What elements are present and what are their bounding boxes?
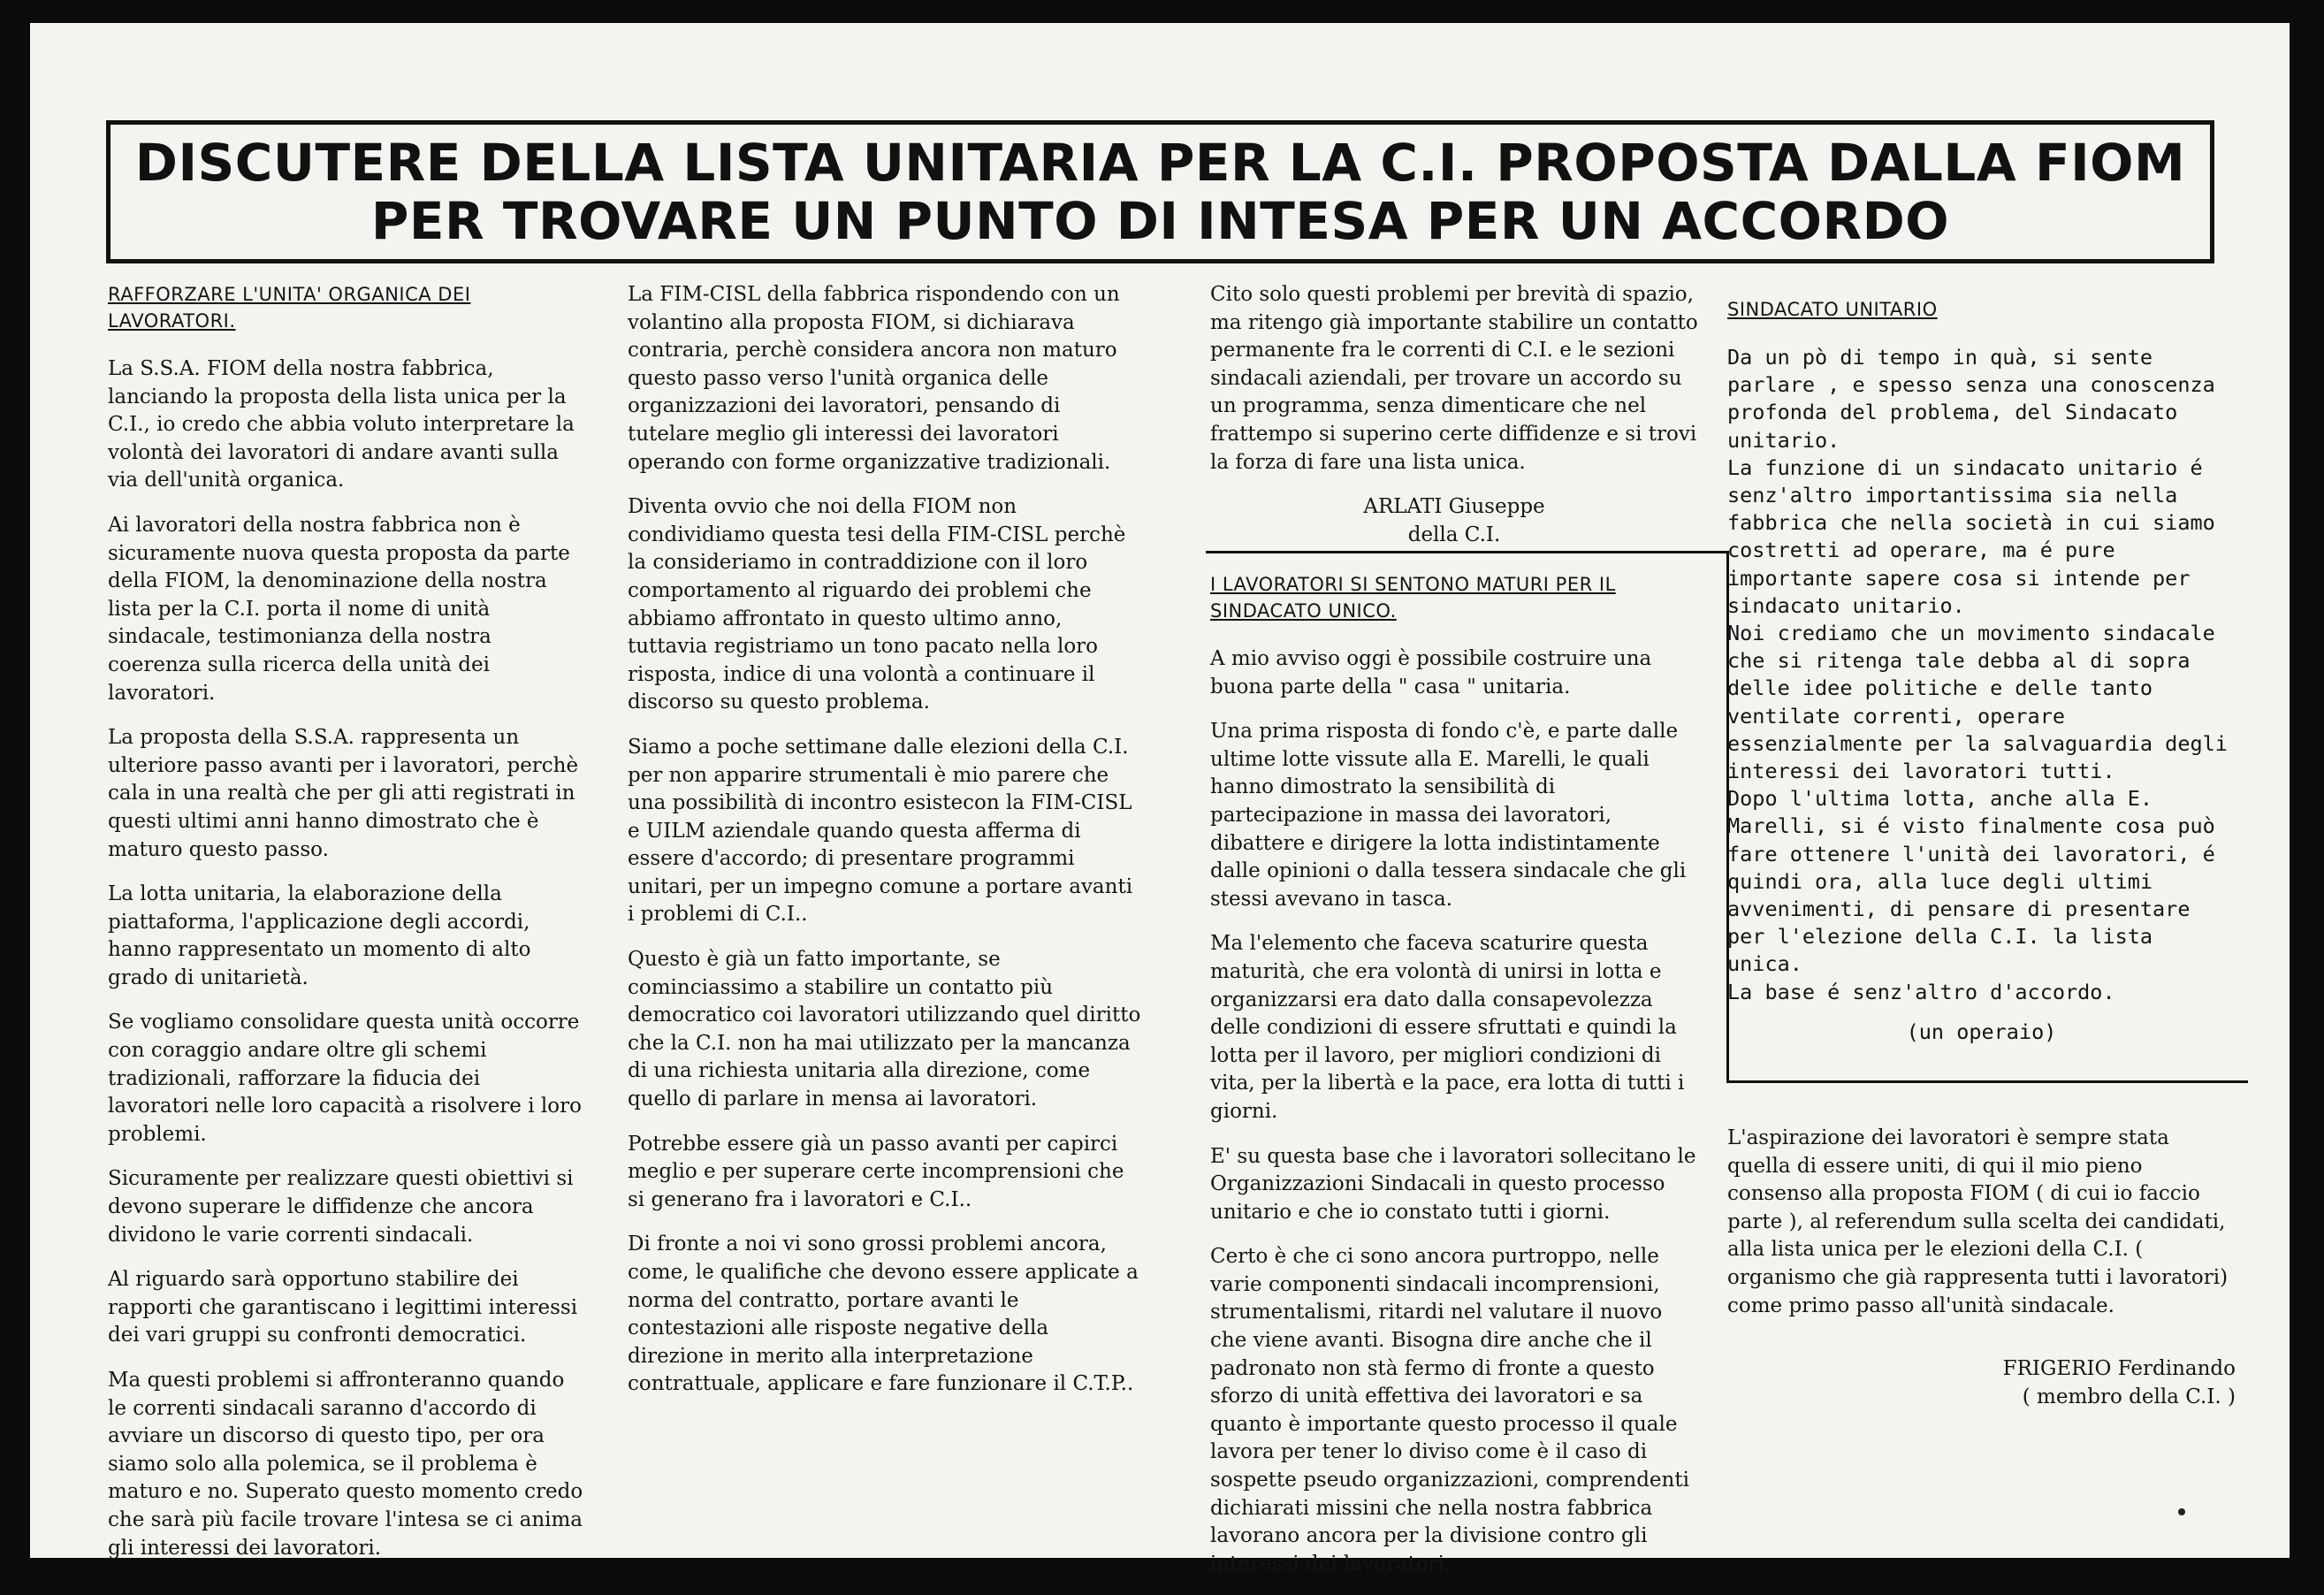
- article-heading: RAFFORZARE L'UNITA' ORGANICA DEI LAVORATORI.: [108, 284, 471, 332]
- paragraph: La proposta della S.S.A. rappresenta un ulteriore passo avanti per i lavoratori, perchè cala in una realtà che per gli atti registrati in questi ultimi anni hanno dimostrato che è maturo questo passo.: [108, 726, 579, 861]
- paragraph: E' su questa base che i lavoratori sollecitano le Organizzazioni Sindacali in questo processo unitario e che io constato tutti i giorni.: [1210, 1144, 1696, 1224]
- article-unita-organica-column-3: [1210, 281, 1698, 549]
- author-name: ARLATI Giuseppe: [1363, 495, 1545, 519]
- author-role: ( membro della C.I. ): [2022, 1385, 2236, 1408]
- article-unita-organica-column-1: [108, 281, 585, 1579]
- paragraph: Questo è già un fatto importante, se cominciassimo a stabilire un contatto più democratico coi lavoratori utilizzando quel diritto che la C.I. non ha mai utilizzato per la mancanza di una richiesta unitaria alla direzione, come quello di parlare in mensa ai lavoratori.: [628, 948, 1141, 1111]
- paragraph: Potrebbe essere già un passo avanti per capirci meglio e per superare certe incomprensioni che si generano fra i lavoratori e C.I..: [628, 1132, 1124, 1211]
- paragraph: Una prima risposta di fondo c'è, e parte dalle ultime lotte vissute alla E. Marelli, le quali hanno dimostrato la sensibilità di partecipazione in massa dei lavoratori, dibattere e dirigere la lotta indistintamente dalle opinioni o dalla tessera sindacale che gli stessi avevano in tasca.: [1210, 720, 1687, 911]
- paragraph: Al riguardo sarà opportuno stabilire dei rapporti che garantiscano i legittimi interessi dei vari gruppi su confronti democratici.: [108, 1268, 578, 1347]
- paragraph: Da un pò di tempo in quà, si sente parlare , e spesso senza una conoscenza profonda del problema, del Sindacato unitario.: [1727, 345, 2215, 453]
- paragraph: Noi crediamo che un movimento sindacale che si ritenga tale debba al di sopra delle idee politiche e delle tanto ventilate correnti, operare essenzialmente per la salvaguardia degli interessi dei lavoratori tutti.: [1727, 621, 2228, 784]
- paragraph: A mio avviso oggi è possibile costruire una buona parte della " casa " unitaria.: [1210, 647, 1652, 698]
- paragraph: La funzione di un sindacato unitario é senz'altro importantissima sia nella fabbrica che nella società in cui siamo costretti ad operare, ma é pure importante sapere cosa si intende per sindacato unitario.: [1727, 454, 2215, 618]
- author-signature: [1210, 493, 1698, 549]
- paragraph: Cito solo questi problemi per brevità di spazio, ma ritengo già importante stabilire un contatto permanente fra le correnti di C.I. e le sezioni sindacali aziendali, per trovare un accordo su un programma, senza dimenticare che nel frattempo si superino certe diffidenze e si trovi la forza di fare una lista unica.: [1210, 283, 1698, 474]
- author-name: FRIGERIO Ferdinando: [2002, 1357, 2236, 1381]
- divider-line: [1726, 1080, 2248, 1083]
- ink-dot: [2178, 1508, 2185, 1515]
- paragraph: Di fronte a noi vi sono grossi problemi ancora, come, le qualifiche che devono essere applicate a norma del contratto, portare avanti le contestazioni alle risposte negative della direzione in merito alla interpretazione contrattuale, applicare e fare funzionare il C.T.P..: [628, 1232, 1139, 1396]
- paragraph: Dopo l'ultima lotta, anche alla E. Marelli, si é visto finalmente cosa può fare ottenere l'unità dei lavoratori, é quindi ora, alla luce degli ultimi avvenimenti, di pensare di presentare per l'elezione della C.I. la lista unica.: [1727, 786, 2215, 977]
- article-heading: I LAVORATORI SI SENTONO MATURI PER IL SINDACATO UNICO.: [1210, 574, 1616, 622]
- headline-line-2: PER TROVARE UN PUNTO DI INTESA PER UN ACCORDO: [370, 191, 1950, 251]
- paragraph: Siamo a poche settimane dalle elezioni della C.I. per non apparire strumentali è mio parere che una possibilità di incontro esistecon la FIM-CISL e UILM aziendale quando questa afferma di essere d'accordo; di presentare programmi unitari, per un impegno comune a portare avanti i problemi di C.I..: [628, 735, 1133, 927]
- headline-line-1: DISCUTERE DELLA LISTA UNITARIA PER LA C.I. PROPOSTA DALLA FIOM: [134, 133, 2186, 193]
- paragraph: La base é senz'altro d'accordo.: [1727, 979, 2115, 1004]
- headline-box: [106, 120, 2214, 263]
- paragraph: La S.S.A. FIOM della nostra fabbrica, lanciando la proposta della lista unica per la C.I., io credo che abbia voluto interpretare la volontà dei lavoratori di andare avanti sulla via dell'unità organica.: [108, 357, 575, 492]
- paragraph: Diventa ovvio che noi della FIOM non condividiamo questa tesi della FIM-CISL perchè la consideriamo in contraddizione con il loro comportamento al riguardo dei problemi che abbiamo affrontato in questo ultimo anno, tuttavia registriamo un tono pacato nella loro risposta, indice di una volontà a continuare il discorso su questo problema.: [628, 495, 1126, 714]
- document-page: [30, 23, 2290, 1576]
- paragraph: La lotta unitaria, la elaborazione della piattaforma, l'applicazione degli accordi, hanno rappresentato un momento di alto grado di unitarietà.: [108, 882, 531, 989]
- article-sindacato-unico-column: [1210, 571, 1698, 1595]
- paragraph: Certo è che ci sono ancora purtroppo, nelle varie componenti sindacali incomprensioni, strumentalismi, ritardi nel valutare il nuovo che viene avanti. Bisogna dire anche che il padronato non stà fermo di fronte a questo sforzo di unità effettiva dei lavoratori e sa quanto è importante questo processo il quale lavora per tener lo diviso come è il caso di sospette pseudo organizzazioni, comprendenti dichiarati missini che nella nostra fabbrica lavorano ancora per la divisione contro gli interessi dei lavoratori.: [1210, 1245, 1689, 1576]
- paragraph: Ma l'elemento che faceva scaturire questa maturità, che era volontà di unirsi in lotta e organizzarsi era dato dalla consapevolezza delle condizioni di essere sfruttati e quindi la lotta per il lavoro, per migliori condizioni di vita, per la libertà e la pace, era lotta di tutti i giorni.: [1210, 932, 1685, 1123]
- paragraph: Sicuramente per realizzare questi obiettivi si devono superare le diffidenze che ancora dividono le varie correnti sindacali.: [108, 1167, 574, 1247]
- article-sindacato-unitario: [1727, 296, 2236, 1046]
- paragraph: La FIM-CISL della fabbrica rispondendo con un volantino alla proposta FIOM, si dichiarava contraria, perchè considera ancora non maturo questo passo verso l'unità organica delle organizzazioni dei lavoratori, pensando di tutelare meglio gli interessi dei lavoratori operando con forme organizzative tradizionali.: [628, 283, 1120, 474]
- author-signature: [1727, 1355, 2236, 1411]
- divider-line: [1206, 551, 1727, 553]
- article-unita-organica-column-2: [628, 281, 1145, 1416]
- article-heading: SINDACATO UNITARIO: [1727, 299, 1938, 320]
- article-sindacato-unico-continued: [1727, 1125, 2236, 1411]
- author-signature: (un operaio): [1906, 1019, 2057, 1044]
- paragraph: Se vogliamo consolidare questa unità occorre con coraggio andare oltre gli schemi tradizionali, rafforzare la fiducia dei lavoratori nelle loro capacità a risolvere i loro problemi.: [108, 1011, 582, 1146]
- paragraph: Ma questi problemi si affronteranno quando le correnti sindacali saranno d'accordo di avviare un discorso di questo tipo, per ora siamo solo alla polemica, se il problema è maturo e no. Superato questo momento credo che sarà più facile trovare l'intesa se ci anima gli interessi dei lavoratori.: [108, 1369, 583, 1560]
- paragraph: Ai lavoratori della nostra fabbrica non è sicuramente nuova questa proposta da parte della FIOM, la denominazione della nostra lista per la C.I. porta il nome di unità sindacale, testimonianza della nostra coerenza sulla ricerca della unità dei lavoratori.: [108, 513, 570, 705]
- paragraph: L'aspirazione dei lavoratori è sempre stata quella di essere uniti, di qui il mio pieno consenso alla proposta FIOM ( di cui io faccio parte ), al referendum sulla scelta dei candidati, alla lista unica per le elezioni della C.I. ( organismo che già rappresenta tutti i lavoratori) come primo passo all'unità sindacale.: [1727, 1126, 2229, 1317]
- author-role: della C.I.: [1407, 523, 1501, 546]
